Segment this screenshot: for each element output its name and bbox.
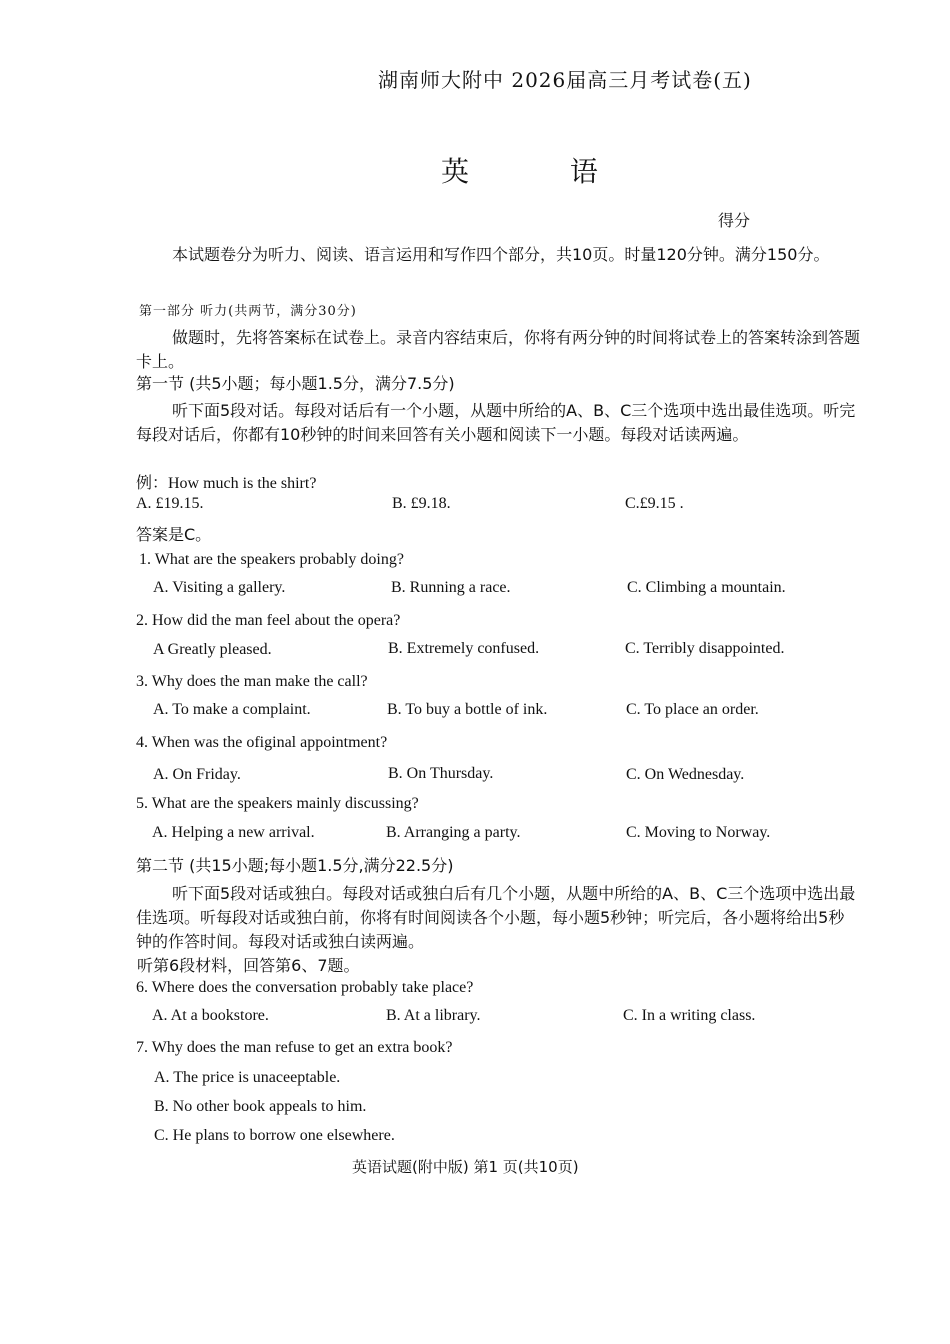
header-title: 湖南师大附中 2026届高三月考试卷(五) [378,68,752,92]
question-1-option-a: A. Visiting a gallery. [153,579,286,596]
question-6: 6. Where does the conversation probably take place? [136,979,474,996]
example-answer: 答案是C。 [136,525,212,544]
question-7-option-a: A. The price is unaceeptable. [154,1069,341,1086]
question-4: 4. When was the ofiginal appointment? [136,734,388,751]
question-4-option-a: A. On Friday. [153,766,241,783]
example-option-b: B. £9.18. [392,495,451,512]
question-6-option-b: B. At a library. [386,1007,481,1024]
score-label: 得分 [718,211,751,230]
question-1: 1. What are the speakers probably doing? [139,551,404,568]
question-6-option-a: A. At a bookstore. [152,1007,269,1024]
question-2-option-a: A Greatly pleased. [153,641,272,658]
part-heading: 第一部分 听力(共两节，满分30分) [139,304,357,319]
question-3-option-a: A. To make a complaint. [153,701,311,718]
intro-paragraph: 本试题卷分为听力、阅读、语言运用和写作四个部分，共10页。时量120分钟。满分150分。 [172,245,830,264]
example-option-a: A. £19.15. [136,495,204,512]
group-label: 听第6段材料，回答第6、7题。 [137,956,360,975]
question-5: 5. What are the speakers mainly discussing? [136,795,419,812]
question-6-option-c: C. In a writing class. [623,1007,756,1024]
example-option-c: C.£9.15 . [625,495,684,512]
section1-heading: 第一节 (共5小题；每小题1.5分，满分7.5分) [136,374,455,393]
subject-title: 英 语 [441,155,644,188]
question-3: 3. Why does the man make the call? [136,673,368,690]
part1-instruction: 做题时，先将答案标在试卷上。录音内容结束后，你将有两分钟的时间将试卷上的答案转涂到答题卡上。 [136,328,861,371]
question-2-option-b: B. Extremely confused. [388,640,540,657]
question-2: 2. How did the man feel about the opera? [136,612,401,629]
question-3-option-c: C. To place an order. [626,701,759,718]
question-5-option-c: C. Moving to Norway. [626,824,771,841]
section2-instruction: 听下面5段对话或独白。每段对话或独白后有几个小题，从题中所给的A、B、C三个选项中选出最佳选项。听每段对话或独白前，你将有时间阅读各个小题，每小题5秒钟；听完后，各小题将给出5秒钟的作答时间。每段对话或独白读两遍。 [136,884,856,951]
example-question: 例：How much is the shirt? [136,475,317,492]
question-7: 7. Why does the man refuse to get an extra book? [136,1039,453,1056]
question-3-option-b: B. To buy a bottle of ink. [387,701,548,718]
question-4-option-b: B. On Thursday. [388,765,494,782]
section1-instruction: 听下面5段对话。每段对话后有一个小题，从题中所给的A、B、C三个选项中选出最佳选项。听完每段对话后，你都有10秒钟的时间来回答有关小题和阅读下一小题。每段对话读两遍。 [136,401,856,444]
question-5-option-b: B. Arranging a party. [386,824,521,841]
question-5-option-a: A. Helping a new arrival. [152,824,315,841]
question-2-option-c: C. Terribly disappointed. [625,640,785,657]
question-7-option-c: C. He plans to borrow one elsewhere. [154,1127,395,1144]
section2-heading: 第二节 (共15小题;每小题1.5分,满分22.5分) [136,856,454,875]
question-1-option-c: C. Climbing a mountain. [627,579,786,596]
question-7-option-b: B. No other book appeals to him. [154,1098,367,1115]
question-1-option-b: B. Running a race. [391,579,511,596]
page-footer: 英语试题(附中版) 第1 页(共10页) [352,1158,579,1176]
question-4-option-c: C. On Wednesday. [626,766,745,783]
